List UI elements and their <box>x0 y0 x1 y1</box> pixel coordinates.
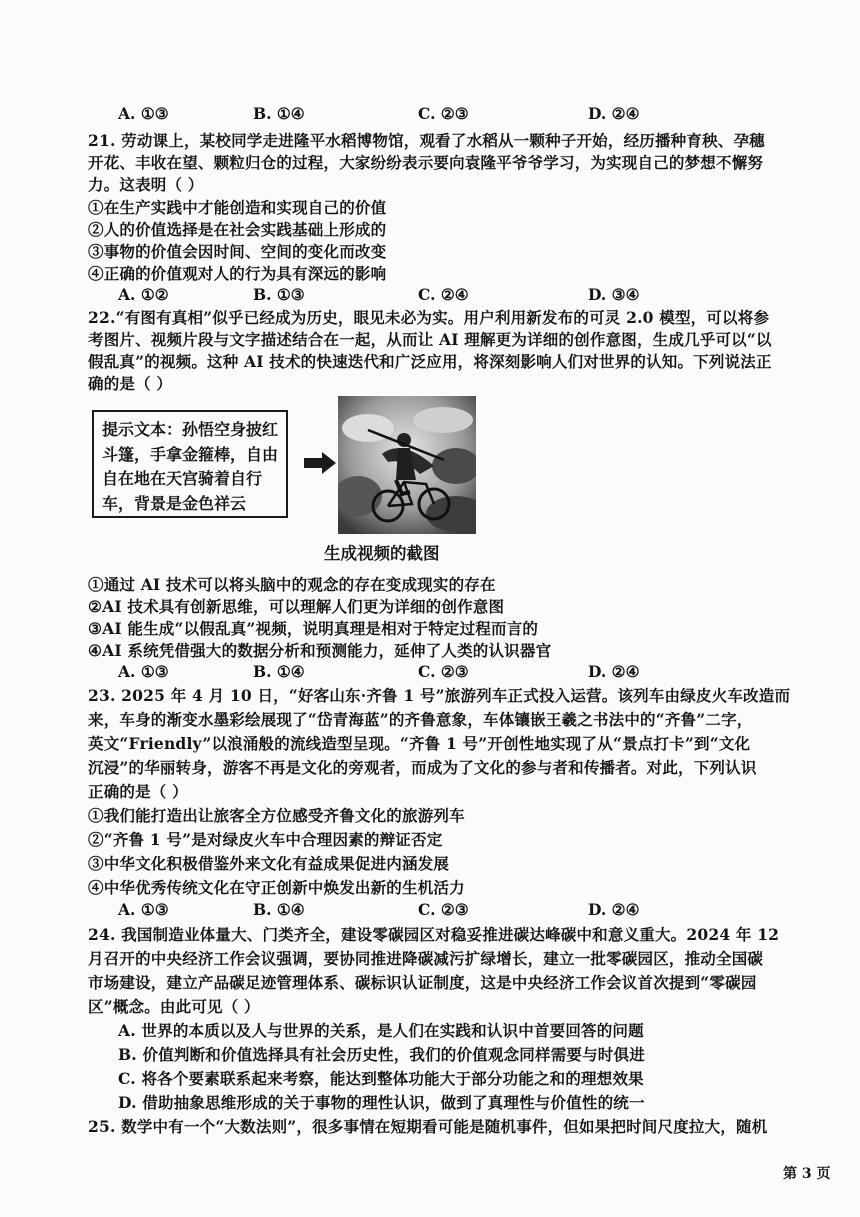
q23-stem-line: 来，车身的渐变水墨彩绘展现了“岱青海蓝”的齐鲁意象，车体镶嵌王羲之书法中的“齐鲁”二字， <box>88 710 753 729</box>
option-d: D. ②④ <box>588 662 640 681</box>
q24-choice-c: C. 将各个要素联系起来考察，能达到整体功能大于部分功能之和的理想效果 <box>118 1069 644 1088</box>
option-c: C. ②③ <box>418 662 469 681</box>
option-a: A. ①② <box>118 285 169 304</box>
option-a: A. ①③ <box>118 900 169 919</box>
video-screenshot-image <box>338 396 476 534</box>
q21-item-2: ②人的价值选择是在社会实践基础上形成的 <box>88 220 387 239</box>
q23-item-4: ④中华优秀传统文化在守正创新中焕发出新的生机活力 <box>88 878 465 897</box>
q23-options <box>118 900 838 922</box>
q22-item-4: ④AI 系统凭借强大的数据分析和预测能力，延伸了人类的认识器官 <box>88 641 552 660</box>
q22-item-2: ②AI 技术具有创新思维，可以理解人们更为详细的创作意图 <box>88 597 505 616</box>
q21-item-4: ④正确的价值观对人的行为具有深远的影响 <box>88 264 387 283</box>
option-d: D. ②④ <box>588 900 640 919</box>
q24-stem-line: 月召开的中央经济工作会议强调，要协同推进降碳减污扩绿增长，建立一批零碳园区，推动全国碳 <box>88 949 764 968</box>
q24-choice-a: A. 世界的本质以及人与世界的关系，是人们在实践和认识中首要回答的问题 <box>118 1021 644 1040</box>
image-caption: 生成视频的截图 <box>324 544 440 563</box>
q21-options <box>118 285 838 307</box>
q22-stem-line: 假乱真”的视频。这种 AI 技术的快速迭代和广泛应用，将深刻影响人们对世界的认知。下列说法正 <box>88 352 772 371</box>
q23-stem-line: 正确的是（ ） <box>88 782 188 801</box>
q20-options <box>118 104 838 126</box>
q24-stem-line: 市场建设，建立产品碳足迹管理体系、碳标识认证制度，这是中央经济工作会议首次提到“零碳园 <box>88 973 757 992</box>
option-d: D. ③④ <box>588 285 640 304</box>
option-a: A. ①③ <box>118 104 169 123</box>
option-a: A. ①③ <box>118 662 169 681</box>
q23-stem-line: 23. 2025 年 4 月 10 日，“好客山东·齐鲁 1 号”旅游列车正式投入运营。该列车由绿皮火车改造而 <box>88 686 791 705</box>
q23-item-3: ③中华文化积极借鉴外来文化有益成果促进内涵发展 <box>88 854 450 873</box>
q24-stem-line: 24. 我国制造业体量大、门类齐全，建设零碳园区对稳妥推进碳达峰碳中和意义重大。2024 年 12 <box>88 925 780 944</box>
q22-stem-line: 22.“有图有真相”似乎已经成为历史，眼见未必为实。用户利用新发布的可灵 2.0 模型，可以将参 <box>88 308 770 327</box>
q21-stem-line: 力。这表明（ ） <box>88 175 204 194</box>
q23-stem-line: 沉浸”的华丽转身，游客不再是文化的旁观者，而成为了文化的参与者和传播者。对此，下列认识 <box>88 758 757 777</box>
q25-stem-line: 25. 数学中有一个“大数法则”，很多事情在短期看可能是随机事件，但如果把时间尺度拉大，随机 <box>88 1117 768 1136</box>
option-b: B. ①③ <box>253 285 305 304</box>
q21-stem-line: 21. 劳动课上，某校同学走进隆平水稻博物馆，观看了水稻从一颗种子开始，经历播种育秧、孕穗 <box>88 131 765 150</box>
option-c: C. ②④ <box>418 285 469 304</box>
q21-stem-line: 开花、丰收在望、颗粒归仓的过程，大家纷纷表示要向袁隆平爷爷学习，为实现自己的梦想不懈努 <box>88 153 764 172</box>
q22-stem-line: 确的是（ ） <box>88 374 173 393</box>
q22-item-1: ①通过 AI 技术可以将头脑中的观念的存在变成现实的存在 <box>88 575 496 594</box>
q23-item-2: ②“齐鲁 1 号”是对绿皮火车中合理因素的辩证否定 <box>88 830 443 849</box>
prompt-text-box: 提示文本：孙悟空身披红斗篷，手拿金箍棒，自由自在地在天宫骑着自行车，背景是金色祥云 <box>92 410 288 518</box>
q21-item-3: ③事物的价值会因时间、空间的变化而改变 <box>88 242 387 261</box>
option-b: B. ①④ <box>253 104 305 123</box>
q23-stem-line: 英文“Friendly”以浪涌般的流线造型呈现。“齐鲁 1 号”开创性地实现了从“景点打卡”到“文化 <box>88 734 751 753</box>
q22-item-3: ③AI 能生成“以假乱真”视频，说明真理是相对于特定过程而言的 <box>88 619 539 638</box>
q24-choice-d: D. 借助抽象思维形成的关于事物的理性认识，做到了真理性与价值性的统一 <box>118 1093 645 1112</box>
right-arrow-icon <box>304 452 336 474</box>
option-c: C. ②③ <box>418 104 469 123</box>
page-number: 第 3 页 <box>783 1166 831 1182</box>
option-b: B. ①④ <box>253 900 305 919</box>
option-c: C. ②③ <box>418 900 469 919</box>
q22-options <box>118 662 838 684</box>
q24-stem-line: 区”概念。由此可见（ ） <box>88 997 260 1016</box>
q23-item-1: ①我们能打造出让旅客全方位感受齐鲁文化的旅游列车 <box>88 806 465 825</box>
q22-figure <box>92 396 552 574</box>
q24-choice-b: B. 价值判断和价值选择具有社会历史性，我们的价值观念同样需要与时俱进 <box>118 1045 645 1064</box>
q22-stem-line: 考图片、视频片段与文字描述结合在一起，从而让 AI 理解更为详细的创作意图，生成几乎可以“以 <box>88 330 772 349</box>
q21-item-1: ①在生产实践中才能创造和实现自己的价值 <box>88 198 387 217</box>
option-b: B. ①④ <box>253 662 305 681</box>
option-d: D. ②④ <box>588 104 640 123</box>
